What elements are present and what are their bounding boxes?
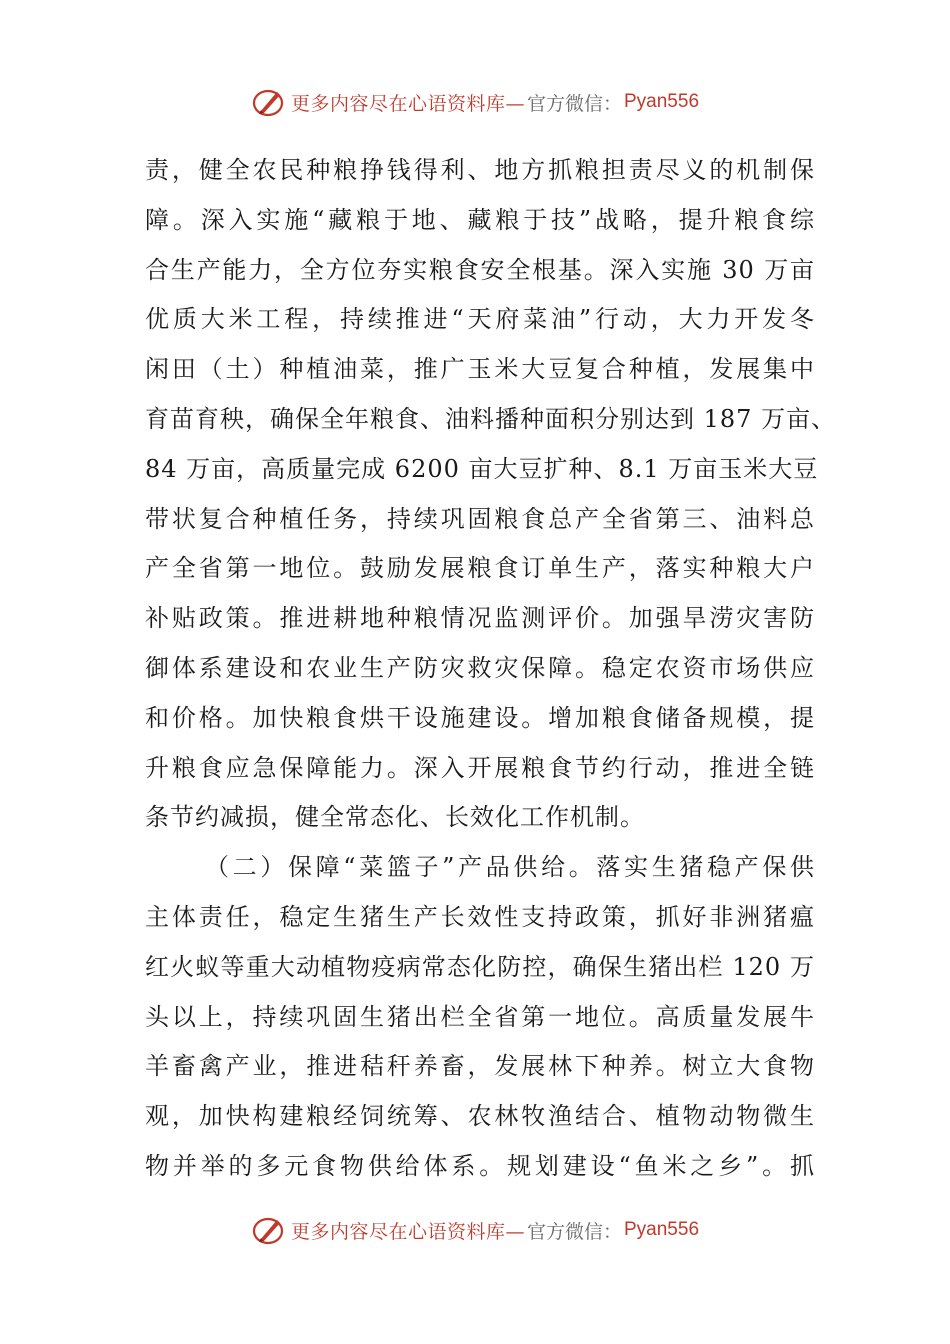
text-line: 产全省第一地位。鼓励发展粮食订单生产，落实种粮大户 [145, 554, 815, 583]
pen-logo-icon [251, 86, 287, 118]
text-line: 观，加快构建粮经饲统筹、农林牧渔结合、植物动物微生 [145, 1102, 815, 1131]
text-line: 合生产能力，全方位夯实粮食安全根基。深入实施 30 万亩 [145, 255, 815, 284]
text-line: 升粮食应急保障能力。深入开展粮食节约行动，推进全链 [145, 753, 815, 782]
text-line: 头以上，持续巩固生猪出栏全省第一地位。高质量发展牛 [145, 1002, 815, 1031]
footer-wechat-id: Pyan556 [624, 1219, 700, 1240]
text-line: 条节约减损，健全常态化、长效化工作机制。 [145, 803, 645, 832]
header-watermark-banner [0, 82, 950, 122]
footer-watermark-banner [0, 1210, 950, 1250]
document-body [145, 146, 837, 1192]
text-line: 闲田（土）种植油菜，推广玉米大豆复合种植，发展集中 [145, 355, 815, 384]
text-line: 物并举的多元食物供给体系。规划建设“鱼米之乡”。抓 [145, 1151, 815, 1180]
header-wechat-id: Pyan556 [624, 91, 700, 112]
text-line: 和价格。加快粮食烘干设施建设。增加粮食储备规模，提 [145, 703, 815, 732]
text-line: 带状复合种植任务，持续巩固粮食总产全省第三、油料总 [145, 504, 815, 533]
footer-banner-text: 更多内容尽在心语资料库— [290, 1220, 525, 1243]
text-line: 育苗育秧，确保全年粮食、油料播种面积分别达到 187 万亩、 [145, 404, 837, 433]
footer-wechat-label: 官方微信： [526, 1220, 622, 1243]
text-line: 障。深入实施“藏粮于地、藏粮于技”战略，提升粮食综 [145, 205, 815, 234]
text-line: 补贴政策。推进耕地种粮情况监测评价。加强旱涝灾害防 [145, 604, 815, 633]
text-line: 御体系建设和农业生产防灾救灾保障。稳定农资市场供应 [145, 653, 815, 682]
text-line: 84 万亩，高质量完成 6200 亩大豆扩种、8.1 万亩玉米大豆 [145, 454, 819, 483]
text-line: 红火蚁等重大动植物疫病常态化防控，确保生猪出栏 120 万 [145, 952, 815, 981]
header-banner-text: 更多内容尽在心语资料库— [290, 92, 525, 115]
pen-logo-icon [251, 1214, 287, 1246]
section-heading-line: （二）保障“菜篮子”产品供给。落实生猪稳产保供 [205, 853, 815, 882]
text-line: 主体责任，稳定生猪生产长效性支持政策，抓好非洲猪瘟 [145, 902, 815, 931]
text-line: 优质大米工程，持续推进“天府菜油”行动，大力开发冬 [145, 305, 815, 334]
header-wechat-label: 官方微信： [526, 92, 622, 115]
text-line: 责，健全农民种粮挣钱得利、地方抓粮担责尽义的机制保 [145, 156, 815, 184]
text-line: 羊畜禽产业，推进秸秆养畜，发展林下种养。树立大食物 [145, 1052, 815, 1081]
